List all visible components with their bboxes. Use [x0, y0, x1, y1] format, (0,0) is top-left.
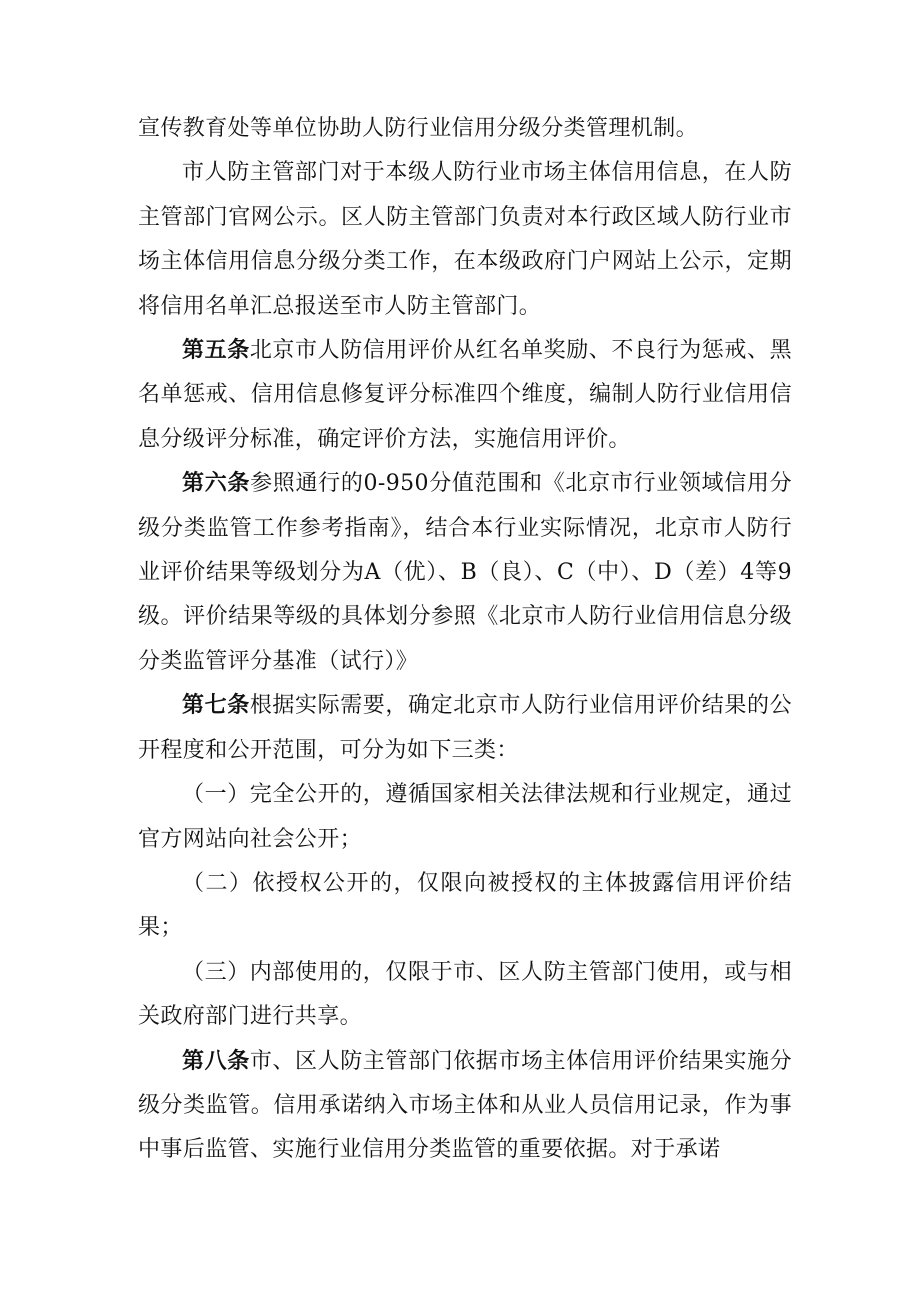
paragraph-text: 市、区人防主管部门依据市场主体信用评价结果实施分级分类监管。信用承诺纳入市场主体和从业人员信用记录，作为事中事后监管、实施行业信用分类监管的重要依据。对于承诺: [138, 1048, 793, 1163]
paragraph-2: [138, 151, 792, 329]
article-number: 第七条: [182, 693, 250, 719]
paragraph-text: 市人防主管部门对于本级人防行业市场主体信用信息，在人防主管部门官网公示。区人防主管部门负责对本行政区域人防行业市场主体信用信息分级分类工作，在本级政府门户网站上公示，定期将信用名单汇总报送至市人防主管部门。: [138, 160, 792, 319]
article-8: [138, 1040, 792, 1173]
paragraph-text: （二）依授权公开的，仅限向被授权的主体披露信用评价结果；: [138, 870, 792, 941]
article-number: 第六条: [182, 471, 251, 497]
list-item-1: [138, 773, 792, 862]
paragraph-text: 宣传教育处等单位协助人防行业信用分级分类管理机制。: [138, 116, 699, 141]
paragraph-text: 根据实际需要，确定北京市人防行业信用评价结果的公开程度和公开范围，可分为如下三类：: [138, 693, 793, 763]
article-number: 第五条: [182, 338, 250, 364]
paragraph-text: 参照通行的0-950分值范围和《北京市行业领域信用分级分类监管工作参考指南》，结合本行业实际情况，北京市人防行业评价结果等级划分为A（优）、B（良）、C（中）、D（差）4等9级。评价结果等级的具体划分参照《北京市人防行业信用信息分级分类监管评分基准（试行）》: [138, 471, 792, 674]
article-number: 第八条: [182, 1048, 250, 1074]
article-6: [138, 462, 792, 684]
paragraph-text: （一）完全公开的，遵循国家相关法律法规和行业规定，通过官方网站向社会公开；: [138, 782, 792, 852]
list-item-3: [138, 951, 792, 1040]
document-page: [138, 107, 792, 1173]
article-5: [138, 329, 792, 462]
paragraph-text: （三）内部使用的，仅限于市、区人防主管部门使用，或与相关政府部门进行共享。: [138, 959, 792, 1030]
paragraph-text: 北京市人防信用评价从红名单奖励、不良行为惩戒、黑名单惩戒、信用信息修复评分标准四个维度，编制人防行业信用信息分级评分标准，确定评价方法，实施信用评价。: [138, 338, 793, 452]
list-item-2: [138, 862, 792, 951]
article-7: [138, 684, 792, 773]
paragraph-1: [138, 107, 792, 151]
